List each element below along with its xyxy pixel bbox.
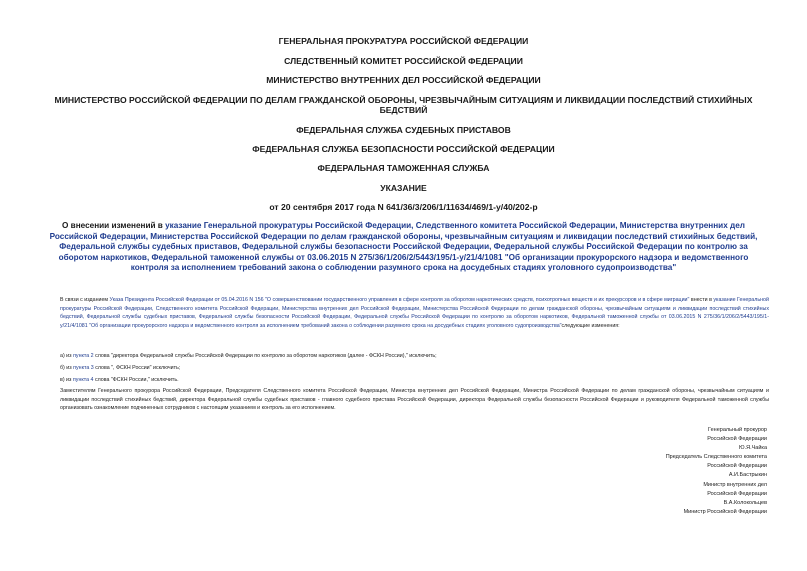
item-b-prefix: б) из (60, 365, 72, 371)
list-item-c (60, 376, 769, 385)
header-investigative-committee: СЛЕДСТВЕННЫЙ КОМИТЕТ РОССИЙСКОЙ ФЕДЕРАЦИИ (284, 56, 523, 66)
amended-order-link[interactable]: указание Генеральной прокуратуры Российской Федерации, Следственного комитета Российской Федерации, Министерства внутренних дел Российской Федерации, Министерства Российской Федерации по делам гражданской обороны, чрезвычайным ситуациям и ликвидации последствий стихийных бедствий, Федеральной службы судебных приставов, Федеральной службы безопасности Российской Федерации, Федеральной службы Российской Федерации по контролю за оборотом наркотиков, Федеральной таможенной службы от 03.06.2015 N 275/36/1/206/2/5443/195/1-у/21/4/1081 "Об организации прокурорского надзора и ведомственного контроля за исполнением требований закона о соблюдении разумного срока на досудебных стадиях уголовного судопроизводства" (60, 297, 769, 329)
doc-type: УКАЗАНИЕ (380, 183, 427, 193)
header-prosecutor: ГЕНЕРАЛЬНАЯ ПРОКУРАТУРА РОССИЙСКОЙ ФЕДЕРАЦИИ (278, 36, 529, 46)
item-b-text: слова ", ФСКН России" исключить; (95, 365, 181, 371)
signature-line: Российской Федерации (707, 436, 767, 443)
signature-line: Ю.Я.Чайка (739, 445, 767, 452)
paragraph-intro (60, 296, 769, 330)
item-a-prefix: а) из (60, 353, 72, 359)
presidential-decree-link[interactable]: Указа Президента Российской Федерации от 05.04.2016 N 156 "О совершенствовании государственного управления в сфере контроля за оборотом наркотических средств, психотропных веществ и их прекурсоров и в сфере миграции" (109, 297, 690, 303)
intro-text-1: В связи с изданием (60, 297, 109, 303)
intro-text-3: следующие изменения: (561, 322, 620, 329)
doc-title (40, 221, 767, 274)
list-item-a (60, 352, 769, 361)
signature-block (527, 426, 767, 517)
header-fsb: ФЕДЕРАЛЬНАЯ СЛУЖБА БЕЗОПАСНОСТИ РОССИЙСКОЙ ФЕДЕРАЦИИ (252, 144, 555, 154)
item-a-link[interactable]: пункта 2 (73, 353, 94, 359)
doc-title-link[interactable]: указание Генеральной прокуратуры Российской Федерации, Следственного комитета Российской Федерации, Министерства внутренних дел Российской Федерации, Министерства Российской Федерации по делам гражданской обороны, чрезвычайным ситуациям и ликвидации последствий стихийных бедствий, Федеральной службы судебных приставов, Федеральной службы безопасности Российской Федерации, Федеральной службы Российской Федерации по контролю за оборотом наркотиков, Федеральной таможенной службы от 03.06.2015 N 275/36/1/206/2/5443/195/1-у/21/4/1081 "Об организации прокурорского надзора и ведомственного контроля за исполнением требований закона о соблюдении разумного срока на досудебных стадиях уголовного судопроизводства" (49, 221, 758, 272)
item-c-prefix: в) из (60, 377, 72, 383)
header-customs: ФЕДЕРАЛЬНАЯ ТАМОЖЕННАЯ СЛУЖБА (317, 163, 490, 173)
signature-line: Российской Федерации (707, 463, 767, 470)
intro-text-2: внести в (690, 297, 712, 303)
doc-title-prefix: О внесении изменений в (62, 221, 163, 230)
header-interior-ministry: МИНИСТЕРСТВО ВНУТРЕННИХ ДЕЛ РОССИЙСКОЙ ФЕДЕРАЦИИ (266, 75, 541, 85)
signature-line: Министр Российской Федерации (683, 508, 767, 515)
signature-line: В.А.Колокольцев (723, 499, 767, 506)
header-bailiffs: ФЕДЕРАЛЬНАЯ СЛУЖБА СУДЕБНЫХ ПРИСТАВОВ (296, 125, 511, 135)
list-item-b (60, 364, 769, 373)
signature-line: А.И.Бастрыкин (728, 472, 767, 479)
item-a-text: слова "директора Федеральной службы Российской Федерации по контролю за оборотом наркотиков (далее - ФСКН России)," исключить; (95, 353, 437, 359)
signature-line: Генеральный прокурор (708, 427, 767, 433)
signature-line: Российской Федерации (707, 490, 767, 497)
header-emergencies-ministry: МИНИСТЕРСТВО РОССИЙСКОЙ ФЕДЕРАЦИИ ПО ДЕЛАМ ГРАЖДАНСКОЙ ОБОРОНЫ, ЧРЕЗВЫЧАЙНЫМ СИТУАЦИЯМ И ЛИКВИДАЦИИ ПОСЛЕДСТВИЙ СТИХИЙНЫХ БЕДСТВИЙ (54, 95, 753, 115)
doc-date: от 20 сентября 2017 года N 641/36/3/206/1/11634/469/1-у/40/202-р (269, 202, 538, 212)
item-c-text: слова "ФСКН России," исключить. (94, 377, 179, 383)
item-c-link[interactable]: пункта 4 (72, 377, 94, 383)
signature-line: Председатель Следственного комитета (665, 454, 767, 461)
paragraph-execution: Заместителям Генерального прокурора Российской Федерации, Председателя Следственного комитета Российской Федерации, Министра внутренних дел Российской Федерации, Министра Российской Федерации по делам гражданской обороны, чрезвычайным ситуациям и ликвидации последствий стихийных бедствий, директора Федеральной службы судебных приставов - главного судебного пристава Российской Федерации, директора Федеральной службы безопасности Российской Федерации и руководителя Федеральной таможенной службы организовать ознакомление подчиненных сотрудников с настоящим указанием и контроль за его исполнением. (60, 388, 769, 412)
signature-line: Министр внутренних дел (703, 481, 767, 488)
item-b-link[interactable]: пункта 3 (73, 365, 94, 371)
